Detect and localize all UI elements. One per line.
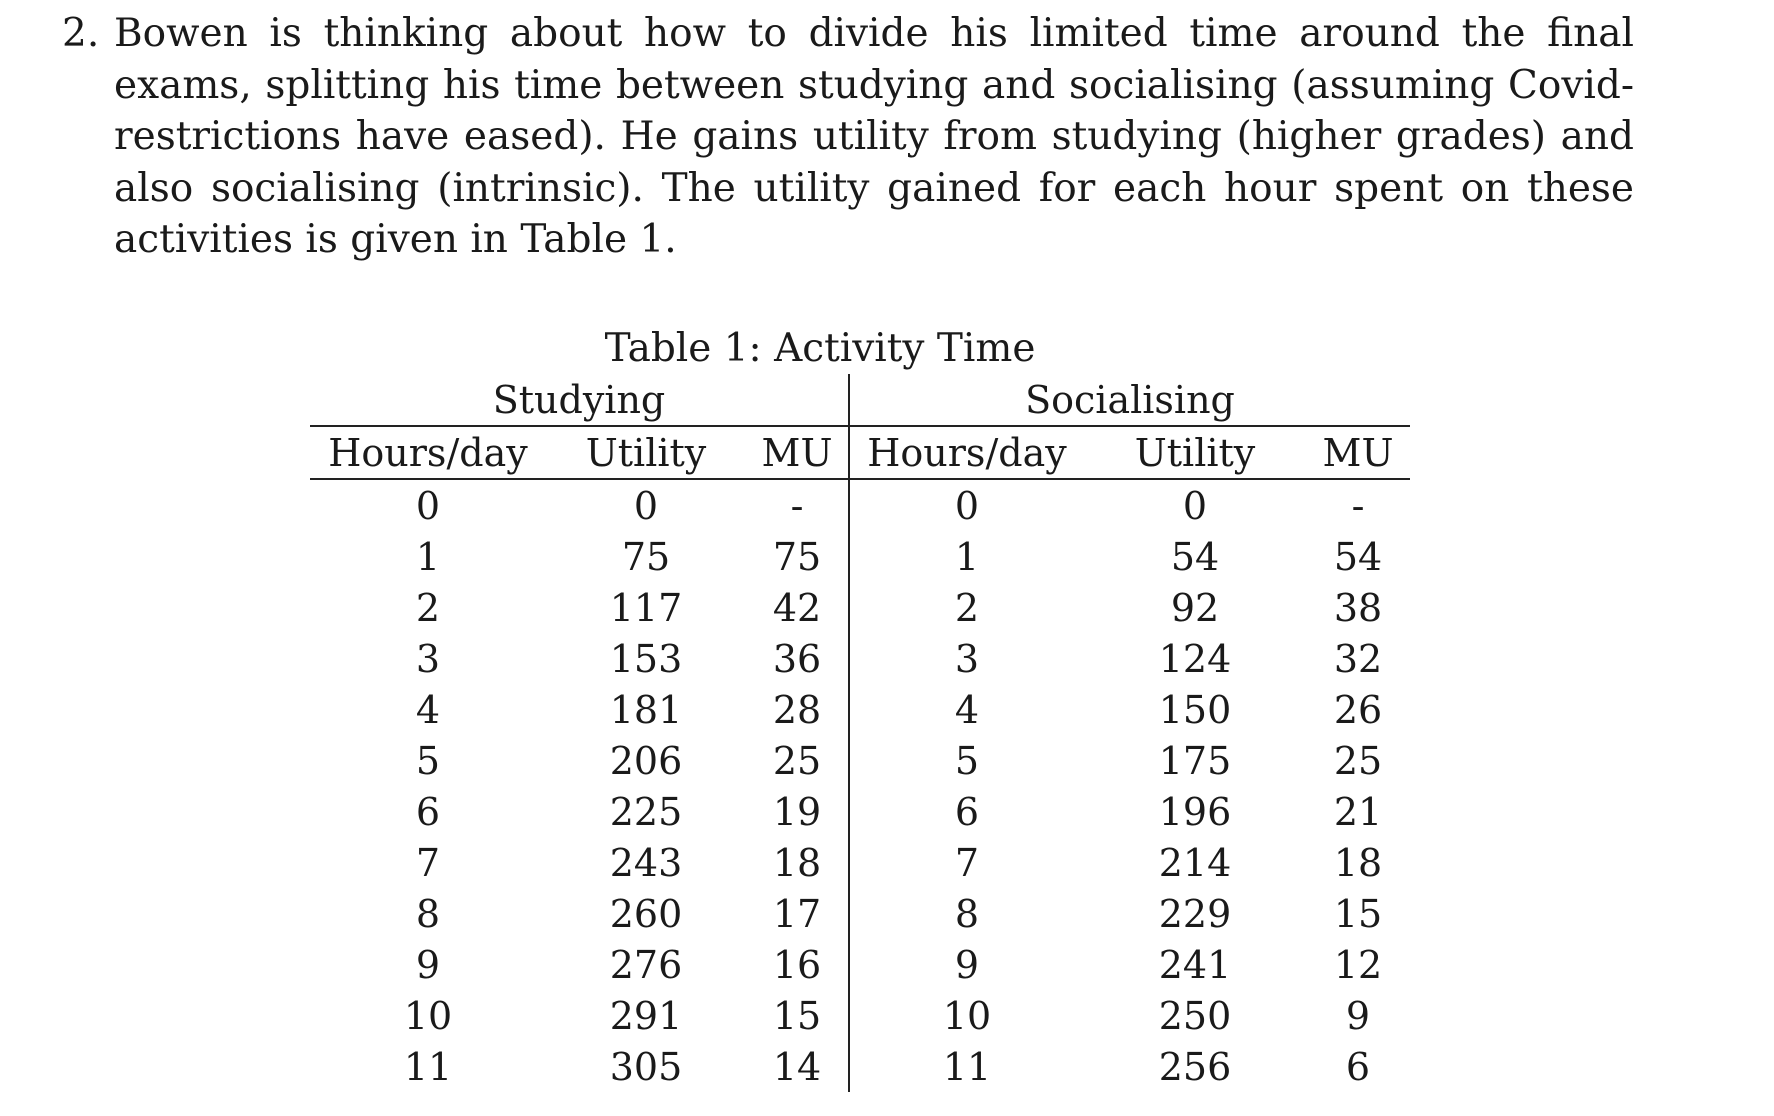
cell-studying-utility: 181 — [609, 687, 683, 732]
cell-studying-hours: 10 — [403, 993, 453, 1038]
cell-socialising-hours: 4 — [849, 684, 1084, 735]
column-header-studying-mu: MU — [746, 426, 849, 479]
table-row — [310, 735, 1410, 786]
table-row — [310, 582, 1410, 633]
table-row — [310, 479, 1410, 531]
cell-socialising-mu: 12 — [1333, 942, 1383, 987]
cell-socialising-utility: 196 — [1158, 789, 1232, 834]
cell-studying-mu: 36 — [772, 636, 822, 681]
question-number: 2. — [62, 11, 100, 56]
cell-studying-utility: 305 — [609, 1044, 683, 1089]
cell-socialising-hours: 1 — [849, 531, 1084, 582]
cell-studying-mu: 18 — [772, 840, 822, 885]
group-header-studying: Studying — [492, 377, 666, 422]
cell-studying-mu: - — [790, 483, 804, 528]
cell-studying-hours: 11 — [403, 1044, 453, 1089]
cell-socialising-hours: 9 — [849, 939, 1084, 990]
cell-socialising-utility: 250 — [1158, 993, 1232, 1038]
question-text: Bowen is thinking about how to divide his limited time around the final exams, splitting his time between studying and socialising (assuming Covid-restrictions have eased). He gains utility from studying (higher grades) and also socialising (intrinsic). The utility gained for each hour spent on these activities is given in Table 1. — [114, 11, 1634, 262]
cell-socialising-mu: 6 — [1345, 1044, 1371, 1089]
group-header-socialising: Socialising — [849, 374, 1410, 426]
cell-studying-utility: 206 — [609, 738, 683, 783]
cell-socialising-hours: 3 — [849, 633, 1084, 684]
cell-socialising-mu: 21 — [1333, 789, 1383, 834]
table-row — [310, 633, 1410, 684]
cell-socialising-mu: 9 — [1345, 993, 1371, 1038]
cell-socialising-mu: 32 — [1333, 636, 1383, 681]
table-row — [310, 786, 1410, 837]
cell-studying-utility: 0 — [633, 483, 659, 528]
cell-socialising-mu: 18 — [1333, 840, 1383, 885]
cell-studying-utility: 117 — [609, 585, 683, 630]
cell-socialising-utility: 54 — [1170, 534, 1220, 579]
cell-socialising-hours: 11 — [849, 1041, 1084, 1092]
cell-socialising-mu: 38 — [1333, 585, 1383, 630]
cell-socialising-hours: 5 — [849, 735, 1084, 786]
cell-studying-hours: 8 — [415, 891, 441, 936]
cell-studying-mu: 25 — [772, 738, 822, 783]
table-group-header-row — [310, 374, 1410, 426]
table-row — [310, 888, 1410, 939]
cell-studying-hours: 3 — [415, 636, 441, 681]
cell-socialising-utility: 241 — [1158, 942, 1232, 987]
cell-studying-hours: 4 — [415, 687, 441, 732]
cell-socialising-utility: 92 — [1170, 585, 1220, 630]
cell-studying-utility: 276 — [609, 942, 683, 987]
table-caption: Table 1: Activity Time — [604, 326, 1036, 371]
column-header-socialising-mu: MU — [1306, 426, 1410, 479]
cell-studying-mu: 15 — [772, 993, 822, 1038]
table-row — [310, 684, 1410, 735]
table-row — [310, 1041, 1410, 1092]
cell-studying-utility: 291 — [609, 993, 683, 1038]
cell-studying-mu: 42 — [772, 585, 822, 630]
column-header-studying-utility: Utility — [546, 426, 746, 479]
cell-studying-mu: 19 — [772, 789, 822, 834]
activity-time-table — [310, 374, 1410, 1092]
cell-socialising-hours: 10 — [849, 990, 1084, 1041]
cell-socialising-mu: 26 — [1333, 687, 1383, 732]
cell-studying-hours: 5 — [415, 738, 441, 783]
column-header-studying-hours: Hours/day — [310, 426, 546, 479]
table-column-header-row — [310, 426, 1410, 479]
column-header-socialising-utility: Utility — [1084, 426, 1306, 479]
cell-studying-utility: 260 — [609, 891, 683, 936]
cell-socialising-mu: 54 — [1333, 534, 1383, 579]
table-row — [310, 531, 1410, 582]
question-block — [62, 8, 1634, 266]
cell-studying-hours: 2 — [415, 585, 441, 630]
column-header-socialising-hours: Hours/day — [849, 426, 1084, 479]
cell-socialising-utility: 0 — [1182, 483, 1208, 528]
cell-socialising-mu: 15 — [1333, 891, 1383, 936]
cell-socialising-utility: 214 — [1158, 840, 1232, 885]
cell-socialising-utility: 150 — [1158, 687, 1232, 732]
cell-socialising-utility: 229 — [1158, 891, 1232, 936]
cell-studying-hours: 9 — [415, 942, 441, 987]
table-row — [310, 837, 1410, 888]
cell-socialising-hours: 7 — [849, 837, 1084, 888]
cell-socialising-hours: 2 — [849, 582, 1084, 633]
cell-studying-utility: 153 — [609, 636, 683, 681]
cell-studying-mu: 28 — [772, 687, 822, 732]
cell-socialising-utility: 256 — [1158, 1044, 1232, 1089]
cell-studying-mu: 14 — [772, 1044, 822, 1089]
cell-studying-mu: 75 — [772, 534, 822, 579]
table-row — [310, 990, 1410, 1041]
table-row — [310, 939, 1410, 990]
cell-socialising-mu: - — [1351, 483, 1365, 528]
cell-studying-hours: 7 — [415, 840, 441, 885]
cell-studying-utility: 225 — [609, 789, 683, 834]
cell-studying-hours: 6 — [415, 789, 441, 834]
cell-studying-hours: 0 — [415, 483, 441, 528]
cell-socialising-hours: 6 — [849, 786, 1084, 837]
cell-socialising-utility: 124 — [1158, 636, 1232, 681]
cell-socialising-utility: 175 — [1158, 738, 1232, 783]
cell-socialising-hours: 8 — [849, 888, 1084, 939]
table-body — [310, 479, 1410, 1092]
cell-studying-utility: 75 — [621, 534, 671, 579]
cell-socialising-hours: 0 — [849, 479, 1084, 531]
cell-studying-hours: 1 — [415, 534, 441, 579]
cell-studying-utility: 243 — [609, 840, 683, 885]
cell-studying-mu: 16 — [772, 942, 822, 987]
cell-socialising-mu: 25 — [1333, 738, 1383, 783]
cell-studying-mu: 17 — [772, 891, 822, 936]
